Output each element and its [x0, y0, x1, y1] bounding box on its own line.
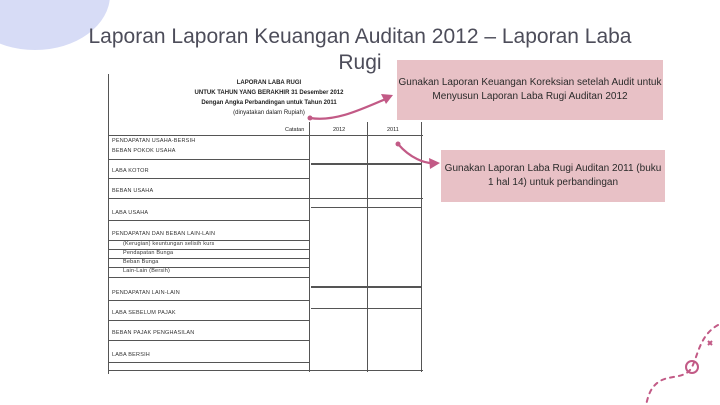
income-statement-sheet: [108, 74, 423, 374]
row-rule: [109, 340, 309, 341]
subtotal-rule: [311, 207, 421, 208]
row-revenue: PENDAPATAN USAHA-BERSIH: [112, 138, 196, 144]
callout-corrected-statements: Gunakan Laporan Keuangan Koreksian setelah Audit untuk Menyusun Laporan Laba Rugi Auditan 2012: [397, 60, 663, 120]
decorative-ring-icon: [686, 361, 698, 373]
column-2011: 2011: [387, 127, 399, 133]
statement-header: [169, 78, 369, 118]
row-rule: [109, 178, 309, 179]
column-divider-1: [309, 122, 310, 372]
statement-currency: (dinyatakan dalam Rupiah): [233, 110, 305, 116]
bottom-rule: [109, 370, 423, 371]
row-rule: [109, 220, 309, 221]
row-rule: [109, 198, 423, 199]
row-cost-of-revenue: BEBAN POKOK USAHA: [112, 148, 176, 154]
row-others-net: Lain-Lain (Bersih): [123, 268, 171, 274]
row-rule: [109, 277, 309, 278]
statement-title: LAPORAN LABA RUGI: [236, 80, 302, 86]
row-rule: [109, 320, 309, 321]
row-interest-income: Pendapatan Bunga: [123, 250, 174, 256]
row-other-income-expense: PENDAPATAN DAN BEBAN LAIN-LAIN: [112, 231, 216, 237]
decorative-cross-icon: [708, 341, 712, 345]
row-rule: [109, 300, 309, 301]
row-operating-income: LABA USAHA: [112, 210, 149, 216]
statement-comparison: Dengan Angka Perbandingan untuk Tahun 2011: [201, 100, 337, 106]
header-rule: [109, 135, 423, 136]
row-income-before-tax: LABA SEBELUM PAJAK: [112, 310, 176, 316]
row-other-income: PENDAPATAN LAIN-LAIN: [112, 290, 180, 296]
column-note: Catatan: [285, 127, 305, 133]
row-rule: [109, 362, 309, 363]
row-income-tax-expense: BEBAN PAJAK PENGHASILAN: [112, 330, 195, 336]
title-line-1: Laporan Laporan Keuangan Auditan 2012 – Laporan Laba: [88, 25, 632, 48]
callout-comparison-source: Gunakan Laporan Laba Rugi Auditan 2011 (buku 1 hal 14) untuk perbandingan: [441, 150, 665, 202]
row-operating-expenses: BEBAN USAHA: [112, 188, 154, 194]
subtotal-rule: [311, 163, 421, 165]
row-fx-gain-loss: (Kerugian) keuntungan selisih kurs: [123, 241, 215, 247]
subtotal-rule: [311, 308, 421, 309]
column-divider-2: [367, 122, 368, 372]
subtotal-rule: [311, 286, 421, 288]
column-divider-3: [421, 122, 422, 372]
row-gross-profit: LABA KOTOR: [112, 168, 149, 174]
row-rule: [109, 159, 309, 160]
title-line-2: Rugi: [338, 51, 382, 74]
row-interest-expense: Beban Bunga: [123, 259, 159, 265]
arrow-head-icon: [429, 158, 440, 169]
statement-period: UNTUK TAHUN YANG BERAKHIR 31 Desember 2012: [194, 90, 344, 96]
decorative-dashed-curve: [630, 305, 720, 405]
column-2012: 2012: [333, 127, 346, 133]
row-net-income: LABA BERSIH: [112, 352, 150, 358]
